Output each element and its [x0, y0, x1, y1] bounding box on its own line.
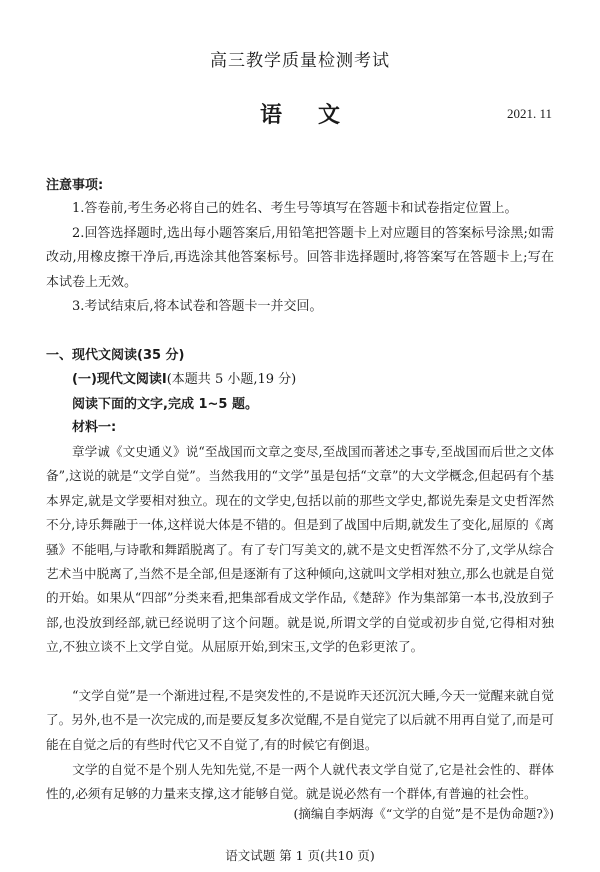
passage-source: (摘编自李炳海《“文学的自觉”是不是伪命题?》) — [293, 806, 554, 821]
section-title: 一、现代文阅读(35 分) — [46, 348, 185, 363]
notice-item-1: 1.答卷前,考生务必将自己的姓名、考生号等填写在答题卡和试卷指定位置上。 — [72, 201, 518, 216]
exam-title: 高三教学质量检测考试 — [210, 51, 390, 71]
reading-instruction: 阅读下面的文字,完成 1~5 题。 — [72, 397, 258, 412]
sub-section-title: (一)现代文阅读Ⅰ(本题共 5 小题,19 分) — [72, 372, 297, 387]
notice-title: 注意事项: — [46, 178, 104, 193]
passage-paragraph: 章学诚《文史通义》说“至战国而文章之变尽,至战国而著述之事专,至战国而后世之文体备”,这说的就是“文学自觉”。当然我用的“文学”虽是包括“文章”的大文学概念,但起码有个基本界定,就是文学要相对独立。现在的文学史,包括以前的那些文学史,都说先秦是文史哲浑然不分,诗乐舞融于一体,这样说大体是不错的。但是到了战国中后期,就发生了变化,屈原的《离骚》不能唱,与诗歌和舞蹈脱离了。有了专门写美文的,就不是文史哲浑然不分了,文学从综合艺术当中脱离了,当然不是全部,但是逐渐有了这种倾向,这就叫文学相对独立,那么也就是自觉的开始。如果从“四部”分类来看,把集部看成文学作品,《楚辞》作为集部第一本书,没放到子部,也没放到经部,就已经说明了这个问题。就是说,所谓文学的自觉或初步自觉,它得相对独立,不独立谈不上文学自觉。从屈原开始,到宋玉,文学的色彩更浓了。 — [46, 444, 554, 655]
passage-paragraph: “文学自觉”是一个渐进过程,不是突发性的,不是说昨天还沉沉大睡,今天一觉醒来就自觉了。另外,也不是一次完成的,而是要反复多次觉醒,不是自觉完了以后就不用再自觉了,而是可能在自觉之后的有些时代它又不自觉了,有的时候它有倒退。 — [46, 688, 554, 752]
notice-item-3: 3.考试结束后,将本试卷和答题卡一并交回。 — [72, 299, 323, 314]
exam-date: 2021. 11 — [506, 106, 552, 121]
subject-title: 语 文 — [259, 102, 341, 128]
page-footer: 语文试题 第 1 页(共10 页) — [225, 848, 375, 863]
passage-paragraph: 文学的自觉不是个别人先知先觉,不是一两个人就代表文学自觉了,它是社会性的、群体性的,必须有足够的力量来支撑,这才能够自觉。就是说必然有一个群体,有普遍的社会性。 — [46, 762, 554, 802]
notice-item-2: 2.回答选择题时,选出每小题答案后,用铅笔把答题卡上对应题目的答案标号涂黑;如需改动,用橡皮擦干净后,再选涂其他答案标号。回答非选择题时,将答案写在答题卡上;写在本试卷上无效。 — [46, 226, 554, 290]
material-label: 材料一: — [72, 420, 117, 435]
